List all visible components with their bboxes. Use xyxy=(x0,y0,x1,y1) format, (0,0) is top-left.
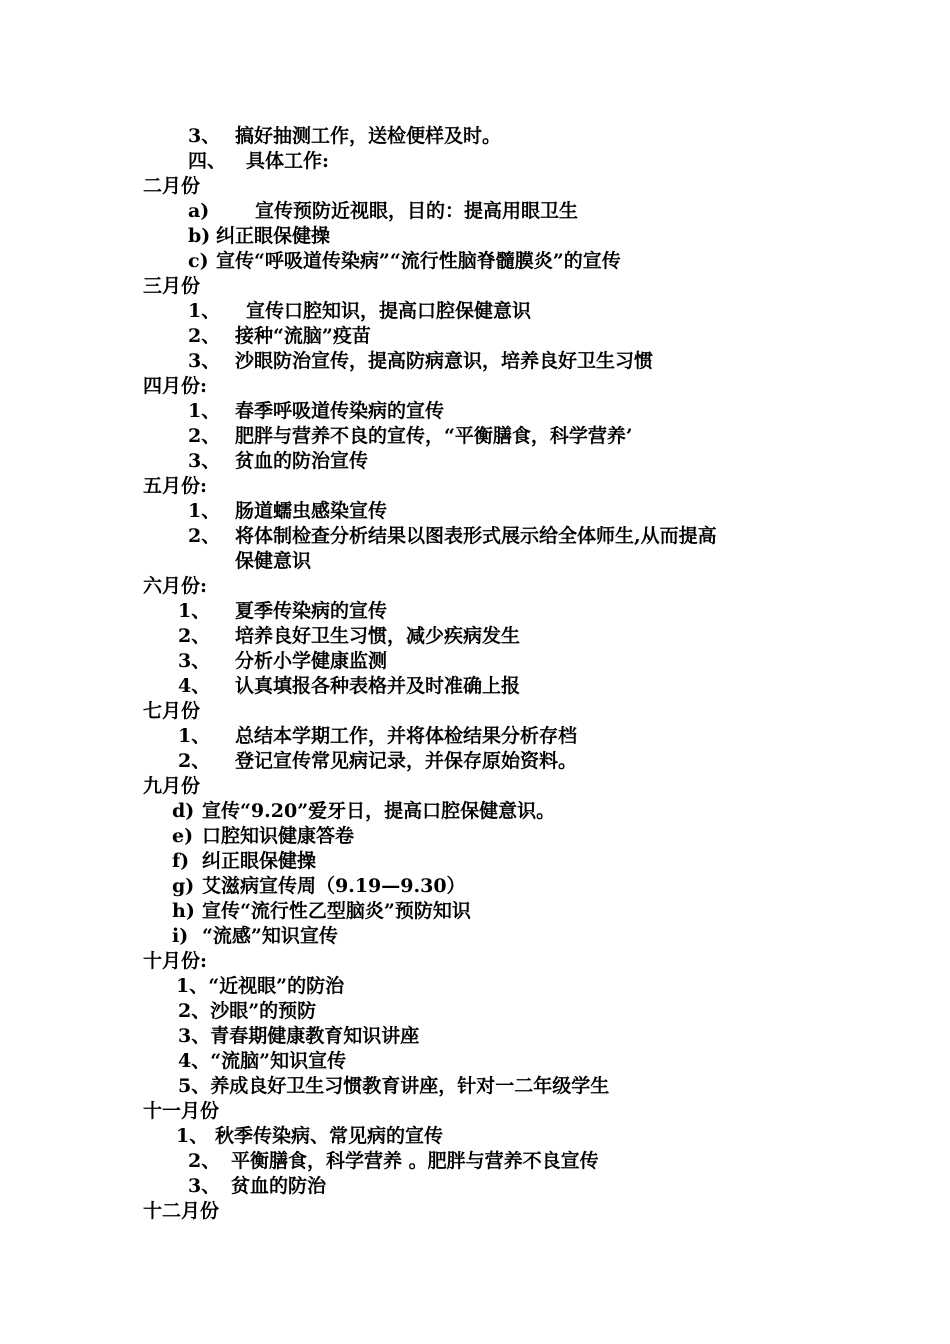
list-item xyxy=(172,824,354,849)
list-item: 5、养成良好卫生习惯教育讲座，针对一二年级学生 xyxy=(178,1075,610,1097)
item-text: 培养良好卫生习惯，减少疾病发生 xyxy=(235,625,521,647)
item-text: 艾滋病宣传周（9.19—9.30） xyxy=(202,875,466,897)
item-text: “流感”知识宣传 xyxy=(202,925,338,947)
item-text: 具体工作: xyxy=(246,150,330,172)
list-item xyxy=(176,1124,443,1149)
item-text: 宣传预防近视眼，目的：提高用眼卫生 xyxy=(255,200,579,222)
item-text: 接种“流脑”疫苗 xyxy=(235,325,371,347)
list-item xyxy=(178,749,577,774)
item-number: 1、 xyxy=(178,725,211,747)
item-number: 四、 xyxy=(188,150,227,172)
item-number: 1、 xyxy=(188,500,221,522)
item-number: g) xyxy=(172,875,195,897)
item-text: 纠正眼保健操 xyxy=(216,225,331,247)
item-text: 将体制检查分析结果以图表形式展示给全体师生,从而提高 xyxy=(235,525,717,547)
list-item xyxy=(188,124,501,149)
list-item xyxy=(188,299,531,324)
list-item xyxy=(188,449,368,474)
month-heading: 三月份 xyxy=(143,275,201,297)
list-item xyxy=(188,199,578,224)
list-item xyxy=(188,1174,326,1199)
month-heading: 六月份: xyxy=(143,575,208,597)
item-text: 纠正眼保健操 xyxy=(202,850,317,872)
list-item xyxy=(178,649,387,674)
item-text: 宣传“9.20”爱牙日，提高口腔保健意识。 xyxy=(202,800,556,822)
item-text: 宣传“呼吸道传染病”“流行性脑脊髓膜炎”的宣传 xyxy=(216,250,621,272)
list-item xyxy=(188,524,717,549)
month-heading: 二月份 xyxy=(143,175,201,197)
list-item xyxy=(172,874,466,899)
list-item xyxy=(178,599,387,624)
month-heading: 十二月份 xyxy=(143,1200,220,1222)
list-item xyxy=(188,249,621,274)
section-heading xyxy=(188,149,329,174)
list-item xyxy=(172,799,555,824)
item-text: 沙眼防治宣传，提高防病意识，培养良好卫生习惯 xyxy=(235,350,654,372)
list-item: 4、“流脑”知识宣传 xyxy=(178,1050,347,1072)
item-number: a) xyxy=(188,200,210,222)
item-number: 1、 xyxy=(188,400,221,422)
item-number: 3、 xyxy=(188,125,221,147)
item-text: 贫血的防治 xyxy=(231,1175,327,1197)
item-text: 贫血的防治宣传 xyxy=(235,450,369,472)
month-heading: 十月份: xyxy=(143,950,208,972)
item-text: 登记宣传常见病记录，并保存原始资料。 xyxy=(235,750,578,772)
item-number: c) xyxy=(188,250,209,272)
list-item xyxy=(188,499,387,524)
item-number: 2、 xyxy=(188,1150,221,1172)
item-number: 2、 xyxy=(178,625,211,647)
item-text: 春季呼吸道传染病的宣传 xyxy=(235,400,445,422)
item-number: h) xyxy=(172,900,195,922)
item-number: 2、 xyxy=(188,425,221,447)
item-number: d) xyxy=(172,800,195,822)
month-heading: 七月份 xyxy=(143,700,201,722)
item-number: 2、 xyxy=(188,325,221,347)
month-heading: 九月份 xyxy=(143,775,201,797)
list-item xyxy=(178,724,577,749)
list-item: 3、青春期健康教育知识讲座 xyxy=(178,1025,420,1047)
list-item xyxy=(188,324,371,349)
item-text: 夏季传染病的宣传 xyxy=(235,600,388,622)
list-item xyxy=(188,224,330,249)
item-number: 3、 xyxy=(188,1175,221,1197)
list-item xyxy=(178,624,520,649)
item-number: 3、 xyxy=(188,450,221,472)
list-item xyxy=(188,399,444,424)
item-number: b) xyxy=(188,225,211,247)
item-text: 平衡膳食，科学营养 。肥胖与营养不良宣传 xyxy=(231,1150,599,1172)
item-text: 总结本学期工作，并将体检结果分析存档 xyxy=(235,725,578,747)
item-text: 认真填报各种表格并及时准确上报 xyxy=(235,675,521,697)
item-number: 2、 xyxy=(178,750,211,772)
item-text: 宣传口腔知识，提高口腔保健意识 xyxy=(246,300,532,322)
list-item xyxy=(172,924,338,949)
list-item xyxy=(188,349,653,374)
item-number: 1、 xyxy=(176,1125,209,1147)
item-number: 2、 xyxy=(188,525,221,547)
list-item: 2、沙眼”的预防 xyxy=(178,1000,317,1022)
list-item: 1、“近视眼”的防治 xyxy=(176,975,345,997)
list-item xyxy=(188,1149,599,1174)
item-text: 搞好抽测工作，送检便样及时。 xyxy=(235,125,502,147)
item-number: 4、 xyxy=(178,675,211,697)
item-number: i) xyxy=(172,925,189,947)
list-item xyxy=(178,674,520,699)
month-heading: 五月份: xyxy=(143,475,208,497)
list-item xyxy=(188,424,633,449)
item-number: e) xyxy=(172,825,194,847)
item-number: f) xyxy=(172,850,190,872)
item-number: 3、 xyxy=(188,350,221,372)
month-heading: 四月份: xyxy=(143,375,208,397)
list-item xyxy=(172,849,316,874)
month-heading: 十一月份 xyxy=(143,1100,220,1122)
list-item-continuation: 保健意识 xyxy=(235,550,312,572)
item-text: 秋季传染病、常见病的宣传 xyxy=(215,1125,444,1147)
item-number: 3、 xyxy=(178,650,211,672)
item-text: 宣传“流行性乙型脑炎”预防知识 xyxy=(202,900,471,922)
item-text: 肥胖与营养不良的宣传，“平衡膳食，科学营养’ xyxy=(235,425,633,447)
item-text: 肠道蠕虫感染宣传 xyxy=(235,500,388,522)
list-item xyxy=(172,899,471,924)
item-text: 口腔知识健康答卷 xyxy=(202,825,355,847)
item-number: 1、 xyxy=(188,300,221,322)
item-text: 分析小学健康监测 xyxy=(235,650,388,672)
item-number: 1、 xyxy=(178,600,211,622)
